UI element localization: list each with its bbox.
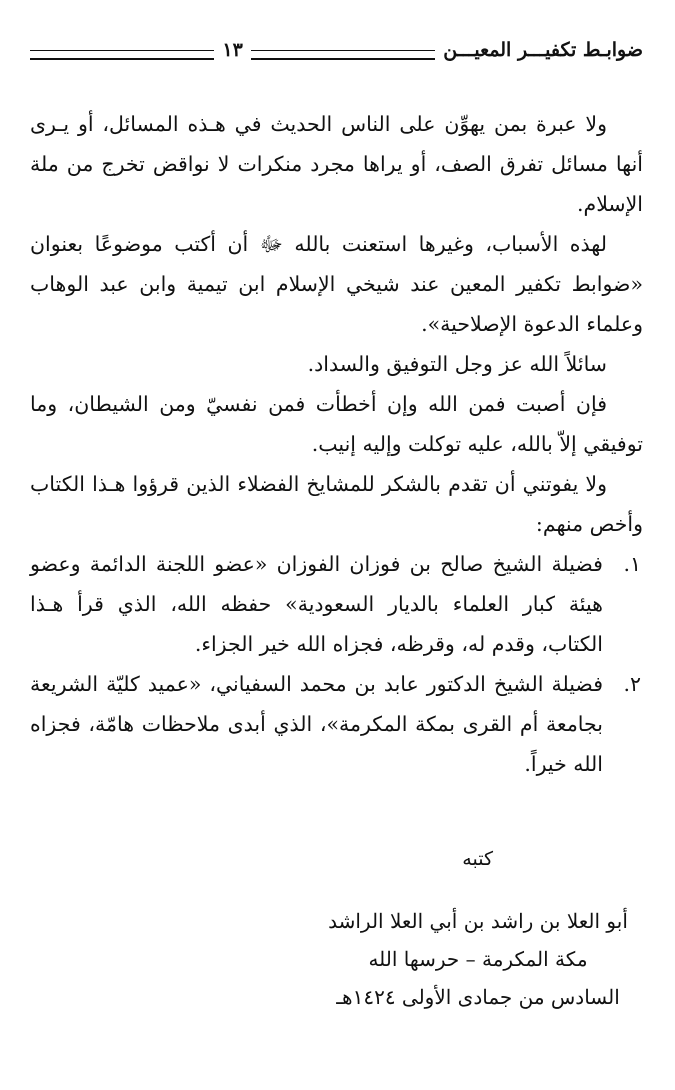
page-header xyxy=(30,34,643,66)
author-date: السادس من جمادى الأولى ١٤٢٤هـ xyxy=(336,985,620,1009)
signature-label: كتبه xyxy=(462,848,493,870)
header-rule-right xyxy=(251,50,435,60)
paragraph: سائلاً الله عز وجل التوفيق والسداد. xyxy=(307,352,607,376)
author-name: أبو العلا بن راشد بن أبي العلا الراشد xyxy=(328,909,628,933)
signature-block xyxy=(313,902,643,1016)
author-place: مكة المكرمة – حرسها الله xyxy=(368,947,588,971)
paragraph: فإن أصبت فمن الله وإن أخطأت فمن نفسيّ ومن الشيطان، وما توفيقي إلاّ بالله، عليه توكلت وإليه إنيب. xyxy=(30,392,643,456)
paragraph: لهذه الأسباب، وغيرها استعنت بالله ﷻ أن أكتب موضوعًا بعنوان «ضوابط تكفير المعين عند شيخي الإسلام ابن تيمية وابن عبد الوهاب وعلماء الدعوة الإصلاحية». xyxy=(30,232,643,336)
running-title: ضوابـط تكفيـــر المعيـــن xyxy=(443,39,643,61)
list-item-number: ٢. xyxy=(623,672,641,696)
thanks-list xyxy=(30,544,643,784)
list-item-number: ١. xyxy=(623,552,641,576)
list-item-text: فضيلة الشيخ الدكتور عابد بن محمد السفياني، «عميد كليّة الشريعة بجامعة أم القرى بمكة المكرمة»، الذي أبدى ملاحظات هامّة، فجزاه الله خيراً. xyxy=(30,672,603,776)
list-item xyxy=(30,664,643,784)
list-item-text: فضيلة الشيخ صالح بن فوزان الفوزان «عضو اللجنة الدائمة وعضو هيئة كبار العلماء بالديار السعودية» حفظه الله، الذي قرأ هـذا الكتاب، وقدم له، وقرظه، فجزاه الله خير الجزاء. xyxy=(30,552,603,656)
header-rule-left xyxy=(30,50,214,60)
page-number: ١٣ xyxy=(222,39,243,61)
body-text xyxy=(30,104,643,784)
list-item xyxy=(30,544,643,664)
paragraph: ولا عبرة بمن يهوِّن على الناس الحديث في هـذه المسائل، أو يـرى أنها مسائل تفرق الصف، أو يراها مجرد منكرات لا نواقض تخرج من ملة الإسلام. xyxy=(30,112,643,216)
paragraph: ولا يفوتني أن تقدم بالشكر للمشايخ الفضلاء الذين قرؤوا هـذا الكتاب وأخص منهم: xyxy=(30,472,643,536)
